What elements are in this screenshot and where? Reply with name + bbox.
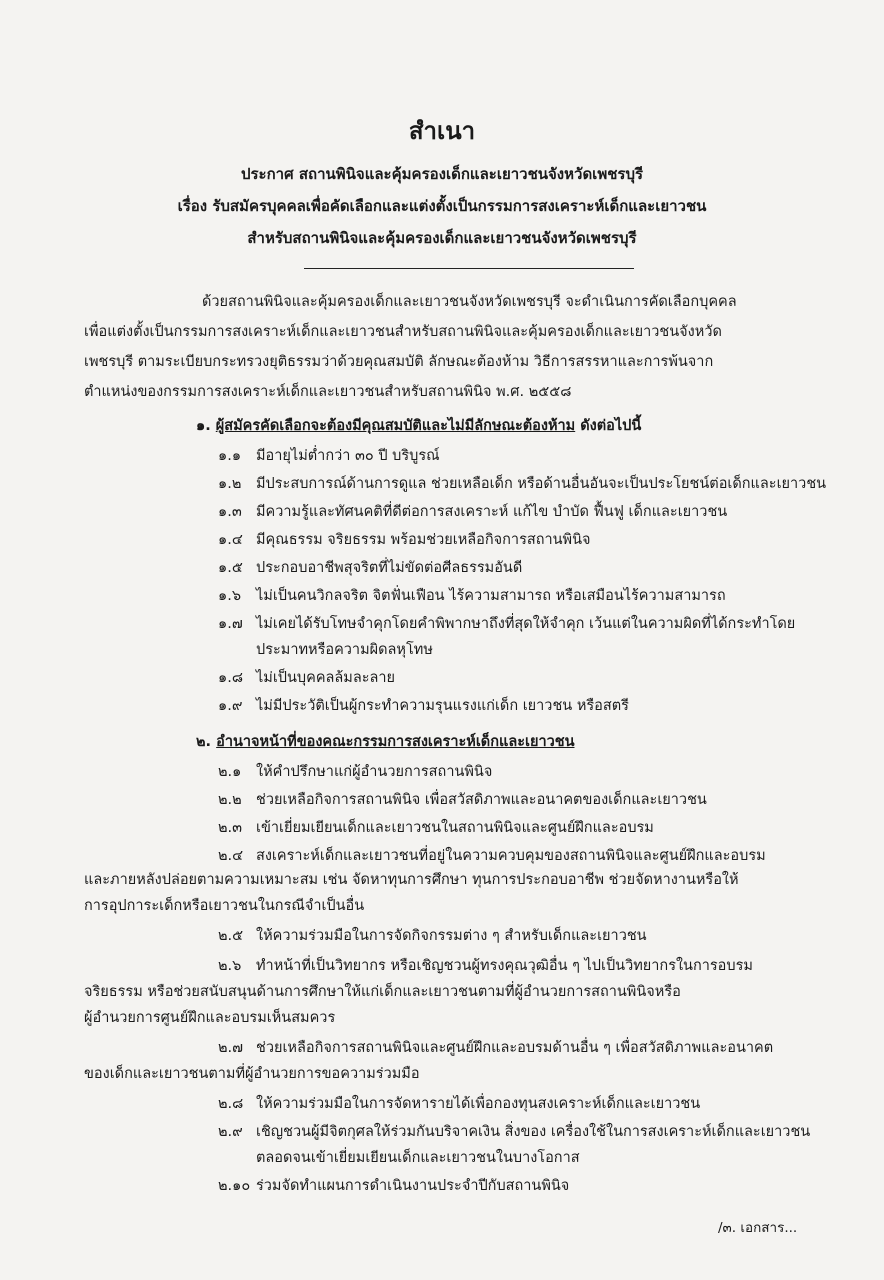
list-item: ๑.๓ มีความรู้และทัศนคติที่ดีต่อการสงเคราะห์ แก้ไข บำบัด ฟื้นฟู เด็กและเยาวชน [218, 504, 728, 520]
list-item: ๒.๓ เข้าเยี่ยมเยียนเด็กและเยาวชนในสถานพินิจและศูนย์ฝึกและอบรม [218, 820, 654, 836]
list-item: ๒.๑๐ ร่วมจัดทำแผนการดำเนินงานประจำปีกับสถานพินิจ [218, 1178, 570, 1194]
announcement-scope: สำหรับสถานพินิจและคุ้มครองเด็กและเยาวชนจังหวัดเพชรบุรี [247, 229, 637, 247]
intro-line-3: เพชรบุรี ตามระเบียบกระทรวงยุติธรรมว่าด้วยคุณสมบัติ ลักษณะต้องห้าม วิธีการสรรหาและการพ้นจาก [84, 354, 714, 370]
announcement-heading: ประกาศ สถานพินิจและคุ้มครองเด็กและเยาวชนจังหวัดเพชรบุรี [240, 165, 644, 183]
list-item: ๑.๔ มีคุณธรรม จริยธรรม พร้อมช่วยเหลือกิจการสถานพินิจ [218, 532, 591, 548]
list-item-continuation: ผู้อำนวยการศูนย์ฝึกและอบรมเห็นสมควร [84, 1010, 336, 1026]
list-item: ๒.๖ ทำหน้าที่เป็นวิทยากร หรือเชิญชวนผู้ทรงคุณวุฒิอื่น ๆ ไปเป็นวิทยากรในการอบรม [218, 958, 753, 974]
section-1-heading [196, 416, 641, 436]
section-2-number: ๒. [196, 734, 212, 750]
section-2-heading [196, 732, 575, 752]
title-divider [304, 268, 634, 269]
list-item: ๒.๒ ช่วยเหลือกิจการสถานพินิจ เพื่อสวัสดิภาพและอนาคตของเด็กและเยาวชน [218, 792, 707, 808]
next-page-reference: /๓. เอกสาร... [718, 1220, 798, 1236]
list-item: ๑.๘ ไม่เป็นบุคคลล้มละลาย [218, 670, 396, 686]
list-item: ๑.๗ ไม่เคยได้รับโทษจำคุกโดยคำพิพากษาถึงที่สุดให้จำคุก เว้นแต่ในความผิดที่ได้กระทำโดย [218, 616, 796, 632]
list-item: ๒.๘ ให้ความร่วมมือในการจัดหารายได้เพื่อกองทุนสงเคราะห์เด็กและเยาวชน [218, 1096, 701, 1112]
list-item-continuation: ประมาทหรือความผิดลหุโทษ [256, 642, 433, 658]
section-1-title: ผู้สมัครคัดเลือกจะต้องมีคุณสมบัติและไม่มีลักษณะต้องห้าม [215, 418, 576, 434]
page-title: สำเนา [408, 117, 476, 145]
list-item-continuation: ตลอดจนเข้าเยี่ยมเยียนเด็กและเยาวชนในบางโอกาส [256, 1150, 580, 1166]
list-item-continuation: การอุปการะเด็กหรือเยาวชนในกรณีจำเป็นอื่น [84, 898, 365, 914]
list-item: ๒.๑ ให้คำปรึกษาแก่ผู้อำนวยการสถานพินิจ [218, 764, 493, 780]
list-item: ๑.๕ ประกอบอาชีพสุจริตที่ไม่ขัดต่อศีลธรรมอันดี [218, 560, 523, 576]
list-item-continuation: ของเด็กและเยาวชนตามที่ผู้อำนวยการขอความร่วมมือ [84, 1066, 420, 1082]
list-item: ๒.๕ ให้ความร่วมมือในการจัดกิจกรรมต่าง ๆ สำหรับเด็กและเยาวชน [218, 928, 647, 944]
list-item: ๑.๑ มีอายุไม่ต่ำกว่า ๓๐ ปี บริบูรณ์ [218, 448, 440, 464]
list-item: ๑.๖ ไม่เป็นคนวิกลจริต จิตฟั่นเฟือน ไร้ความสามารถ หรือเสมือนไร้ความสามารถ [218, 588, 726, 604]
announcement-subject: เรื่อง รับสมัครบุคคลเพื่อคัดเลือกและแต่งตั้งเป็นกรรมการสงเคราะห์เด็กและเยาวชน [177, 197, 707, 215]
list-item: ๒.๗ ช่วยเหลือกิจการสถานพินิจและศูนย์ฝึกและอบรมด้านอื่น ๆ เพื่อสวัสดิภาพและอนาคต [218, 1040, 774, 1056]
intro-line-2: เพื่อแต่งตั้งเป็นกรรมการสงเคราะห์เด็กและเยาวชนสำหรับสถานพินิจและคุ้มครองเด็กและเยาวชนจังหวัด [84, 324, 722, 340]
section-2-title: อำนาจหน้าที่ของคณะกรรมการสงเคราะห์เด็กและเยาวชน [216, 734, 575, 750]
intro-line-1: ด้วยสถานพินิจและคุ้มครองเด็กและเยาวชนจังหวัดเพชรบุรี จะดำเนินการคัดเลือกบุคคล [202, 294, 737, 310]
section-1-number: ๑. [196, 418, 211, 434]
list-item: ๒.๔ สงเคราะห์เด็กและเยาวชนที่อยู่ในความควบคุมของสถานพินิจและศูนย์ฝึกและอบรม [218, 848, 766, 864]
intro-line-4: ตำแหน่งของกรรมการสงเคราะห์เด็กและเยาวชนสำหรับสถานพินิจ พ.ศ. ๒๕๕๘ [84, 384, 572, 400]
list-item: ๒.๙ เชิญชวนผู้มีจิตกุศลให้ร่วมกันบริจาคเงิน สิ่งของ เครื่องใช้ในการสงเคราะห์เด็กและเยาวชน [218, 1124, 811, 1140]
list-item: ๑.๒ มีประสบการณ์ด้านการดูแล ช่วยเหลือเด็ก หรือด้านอื่นอันจะเป็นประโยชน์ต่อเด็กและเยาวชน [218, 476, 827, 492]
section-1-suffix: ดังต่อไปนี้ [580, 418, 642, 434]
list-item-continuation: จริยธรรม หรือช่วยสนับสนุนด้านการศึกษาให้แก่เด็กและเยาวชนตามที่ผู้อำนวยการสถานพินิจหรือ [84, 984, 681, 1000]
list-item-continuation: และภายหลังปล่อยตามความเหมาะสม เช่น จัดหาทุนการศึกษา ทุนการประกอบอาชีพ ช่วยจัดหางานหรือให้ [84, 872, 739, 888]
list-item: ๑.๙ ไม่มีประวัติเป็นผู้กระทำความรุนแรงแก่เด็ก เยาวชน หรือสตรี [218, 698, 629, 714]
